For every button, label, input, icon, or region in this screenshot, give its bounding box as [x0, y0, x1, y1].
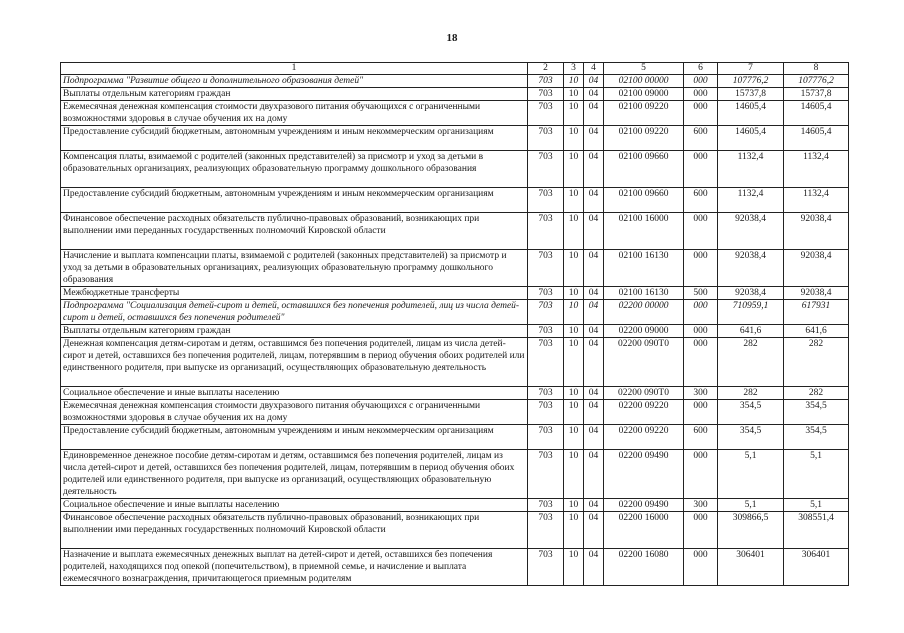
- row-name: Межбюджетные трансферты: [61, 287, 528, 300]
- table-row: [61, 126, 849, 151]
- row-name: Подпрограмма "Развитие общего и дополнительного образования детей": [61, 75, 528, 88]
- row-code-target: 02200 090Т0: [604, 338, 684, 387]
- row-code-target: 02100 09660: [604, 151, 684, 188]
- row-value-year1: 641,6: [718, 325, 784, 338]
- row-code-subsection: 04: [584, 325, 604, 338]
- row-name: Подпрограмма "Социализация детей-сирот и детей, оставшихся без попечения родителей, лиц из числа детей-сирот и детей, оставшихся без попечения родителей": [61, 300, 528, 325]
- row-value-year2: 308551,4: [784, 512, 849, 549]
- row-code-ministry: 703: [528, 387, 564, 400]
- row-code-target: 02100 16000: [604, 213, 684, 250]
- row-code-section: 10: [564, 151, 584, 188]
- column-header: 2: [528, 63, 564, 75]
- row-code-type: 000: [684, 400, 718, 425]
- row-name: Предоставление субсидий бюджетным, автономным учреждениям и иным некоммерческим организациям: [61, 126, 528, 151]
- row-value-year2: 282: [784, 387, 849, 400]
- row-value-year1: 309866,5: [718, 512, 784, 549]
- row-code-target: 02100 09220: [604, 101, 684, 126]
- row-code-ministry: 703: [528, 549, 564, 586]
- table-row: [61, 425, 849, 450]
- row-code-type: 300: [684, 499, 718, 512]
- row-code-section: 10: [564, 300, 584, 325]
- row-code-ministry: 703: [528, 450, 564, 499]
- row-code-subsection: 04: [584, 400, 604, 425]
- row-code-type: 000: [684, 213, 718, 250]
- table-row: [61, 188, 849, 213]
- table-row: [61, 387, 849, 400]
- row-code-target: 02200 16080: [604, 549, 684, 586]
- row-code-type: 000: [684, 88, 718, 101]
- row-code-section: 10: [564, 499, 584, 512]
- row-code-section: 10: [564, 549, 584, 586]
- row-value-year2: 5,1: [784, 499, 849, 512]
- row-name: Начисление и выплата компенсации платы, взимаемой с родителей (законных представителей) за присмотр и уход за детьми в образовательных организациях, реализующих образовательную программу дошкольного образования: [61, 250, 528, 287]
- row-code-ministry: 703: [528, 300, 564, 325]
- row-code-ministry: 703: [528, 188, 564, 213]
- row-code-subsection: 04: [584, 213, 604, 250]
- row-value-year2: 92038,4: [784, 213, 849, 250]
- row-code-type: 000: [684, 512, 718, 549]
- row-value-year1: 14605,4: [718, 101, 784, 126]
- row-name: Социальное обеспечение и иные выплаты населению: [61, 387, 528, 400]
- row-code-section: 10: [564, 101, 584, 126]
- row-code-section: 10: [564, 512, 584, 549]
- row-code-ministry: 703: [528, 425, 564, 450]
- row-code-subsection: 04: [584, 75, 604, 88]
- row-value-year1: 92038,4: [718, 250, 784, 287]
- row-code-type: 000: [684, 325, 718, 338]
- row-name: Компенсация платы, взимаемой с родителей (законных представителей) за присмотр и уход за детьми в образовательных организациях, реализующих образовательную программу дошкольного образования: [61, 151, 528, 188]
- row-code-subsection: 04: [584, 250, 604, 287]
- row-value-year1: 354,5: [718, 400, 784, 425]
- table-row: [61, 75, 849, 88]
- row-code-ministry: 703: [528, 338, 564, 387]
- row-code-type: 600: [684, 188, 718, 213]
- row-name: Назначение и выплата ежемесячных денежных выплат на детей-сирот и детей, оставшихся без попечения родителей, находящихся под опекой (попечительством), в приемной семье, и начисление и выплата ежемесячного вознаграждения, причитающегося приемным родителям: [61, 549, 528, 586]
- row-value-year1: 5,1: [718, 499, 784, 512]
- row-code-subsection: 04: [584, 151, 604, 188]
- table-row: [61, 287, 849, 300]
- row-code-section: 10: [564, 338, 584, 387]
- header-row: [61, 63, 849, 75]
- row-code-type: 500: [684, 287, 718, 300]
- table-row: [61, 300, 849, 325]
- row-code-target: 02200 09220: [604, 400, 684, 425]
- table-row: [61, 512, 849, 549]
- row-code-ministry: 703: [528, 88, 564, 101]
- row-code-section: 10: [564, 213, 584, 250]
- row-code-ministry: 703: [528, 512, 564, 549]
- row-code-section: 10: [564, 425, 584, 450]
- table-row: [61, 549, 849, 586]
- row-value-year2: 14605,4: [784, 126, 849, 151]
- row-code-type: 000: [684, 300, 718, 325]
- row-code-section: 10: [564, 400, 584, 425]
- row-code-subsection: 04: [584, 300, 604, 325]
- row-value-year1: 354,5: [718, 425, 784, 450]
- row-code-ministry: 703: [528, 325, 564, 338]
- row-code-ministry: 703: [528, 213, 564, 250]
- row-code-target: 02200 09220: [604, 425, 684, 450]
- row-code-target: 02100 09220: [604, 126, 684, 151]
- row-code-section: 10: [564, 126, 584, 151]
- row-name: Выплаты отдельным категориям граждан: [61, 325, 528, 338]
- row-code-section: 10: [564, 287, 584, 300]
- table-row: [61, 325, 849, 338]
- row-code-target: 02100 16130: [604, 287, 684, 300]
- row-code-subsection: 04: [584, 287, 604, 300]
- row-value-year1: 92038,4: [718, 213, 784, 250]
- row-value-year1: 15737,8: [718, 88, 784, 101]
- row-value-year2: 282: [784, 338, 849, 387]
- row-code-section: 10: [564, 88, 584, 101]
- row-code-subsection: 04: [584, 425, 604, 450]
- row-name: Единовременное денежное пособие детям-сиротам и детям, оставшимся без попечения родителей, лицам из числа детей-сирот и детей, оставшихся без попечения родителей, лицам, потерявшим в период обучения обоих родителей или единственного родителя, при выпуске из организаций, осуществляющих образовательную деятельность: [61, 450, 528, 499]
- row-code-subsection: 04: [584, 549, 604, 586]
- row-code-ministry: 703: [528, 287, 564, 300]
- row-code-target: 02100 09000: [604, 88, 684, 101]
- row-code-type: 000: [684, 151, 718, 188]
- row-code-ministry: 703: [528, 126, 564, 151]
- table-row: [61, 338, 849, 387]
- row-value-year2: 1132,4: [784, 151, 849, 188]
- row-code-type: 000: [684, 101, 718, 126]
- row-name: Социальное обеспечение и иные выплаты населению: [61, 499, 528, 512]
- row-code-ministry: 703: [528, 499, 564, 512]
- table-row: [61, 499, 849, 512]
- table-row: [61, 88, 849, 101]
- row-code-section: 10: [564, 450, 584, 499]
- row-code-subsection: 04: [584, 450, 604, 499]
- column-header: 7: [718, 63, 784, 75]
- row-code-subsection: 04: [584, 126, 604, 151]
- budget-table: [60, 62, 849, 586]
- row-code-target: 02200 00000: [604, 300, 684, 325]
- row-name: Предоставление субсидий бюджетным, автономным учреждениям и иным некоммерческим организациям: [61, 188, 528, 213]
- table-row: [61, 250, 849, 287]
- column-header: 8: [784, 63, 849, 75]
- column-header: 3: [564, 63, 584, 75]
- row-value-year1: 282: [718, 387, 784, 400]
- row-value-year1: 710959,1: [718, 300, 784, 325]
- row-value-year1: 92038,4: [718, 287, 784, 300]
- row-code-section: 10: [564, 75, 584, 88]
- row-code-type: 600: [684, 425, 718, 450]
- row-value-year1: 14605,4: [718, 126, 784, 151]
- row-value-year2: 306401: [784, 549, 849, 586]
- row-value-year1: 1132,4: [718, 188, 784, 213]
- row-name: Ежемесячная денежная компенсация стоимости двухразового питания обучающихся с ограниченными возможностями здоровья в случае обучения их на дому: [61, 101, 528, 126]
- row-code-type: 000: [684, 450, 718, 499]
- row-code-subsection: 04: [584, 101, 604, 126]
- row-value-year2: 107776,2: [784, 75, 849, 88]
- table-row: [61, 213, 849, 250]
- column-header: 4: [584, 63, 604, 75]
- row-value-year2: 92038,4: [784, 250, 849, 287]
- row-value-year2: 5,1: [784, 450, 849, 499]
- row-code-ministry: 703: [528, 101, 564, 126]
- row-code-type: 000: [684, 75, 718, 88]
- row-value-year2: 14605,4: [784, 101, 849, 126]
- row-value-year1: 107776,2: [718, 75, 784, 88]
- row-code-type: 000: [684, 338, 718, 387]
- row-name: Финансовое обеспечение расходных обязательств публично-правовых образований, возникающих при выполнении ими переданных государственных полномочий Кировской области: [61, 512, 528, 549]
- row-code-target: 02100 09660: [604, 188, 684, 213]
- row-code-section: 10: [564, 250, 584, 287]
- row-code-target: 02200 16000: [604, 512, 684, 549]
- row-value-year1: 5,1: [718, 450, 784, 499]
- row-code-type: 000: [684, 250, 718, 287]
- row-value-year2: 354,5: [784, 400, 849, 425]
- column-header: 5: [604, 63, 684, 75]
- row-code-subsection: 04: [584, 88, 604, 101]
- row-code-section: 10: [564, 325, 584, 338]
- row-value-year2: 641,6: [784, 325, 849, 338]
- row-code-target: 02100 16130: [604, 250, 684, 287]
- row-value-year1: 1132,4: [718, 151, 784, 188]
- row-code-type: 600: [684, 126, 718, 151]
- row-code-target: 02200 09000: [604, 325, 684, 338]
- table-row: [61, 400, 849, 425]
- row-name: Ежемесячная денежная компенсация стоимости двухразового питания обучающихся с ограниченными возможностями здоровья в случае обучения их на дому: [61, 400, 528, 425]
- row-code-type: 300: [684, 387, 718, 400]
- row-code-subsection: 04: [584, 188, 604, 213]
- row-value-year2: 92038,4: [784, 287, 849, 300]
- column-header: 6: [684, 63, 718, 75]
- row-value-year2: 617931: [784, 300, 849, 325]
- table-row: [61, 450, 849, 499]
- row-value-year1: 306401: [718, 549, 784, 586]
- row-value-year2: 1132,4: [784, 188, 849, 213]
- row-code-subsection: 04: [584, 512, 604, 549]
- row-code-subsection: 04: [584, 387, 604, 400]
- row-code-subsection: 04: [584, 499, 604, 512]
- row-value-year2: 354,5: [784, 425, 849, 450]
- row-code-section: 10: [564, 188, 584, 213]
- table-row: [61, 101, 849, 126]
- column-header: 1: [61, 63, 528, 75]
- row-code-ministry: 703: [528, 250, 564, 287]
- row-code-ministry: 703: [528, 75, 564, 88]
- row-code-type: 000: [684, 549, 718, 586]
- row-name: Финансовое обеспечение расходных обязательств публично-правовых образований, возникающих при выполнении ими переданных государственных полномочий Кировской области: [61, 213, 528, 250]
- row-code-target: 02200 09490: [604, 450, 684, 499]
- row-value-year2: 15737,8: [784, 88, 849, 101]
- row-name: Предоставление субсидий бюджетным, автономным учреждениям и иным некоммерческим организациям: [61, 425, 528, 450]
- table-row: [61, 151, 849, 188]
- row-code-section: 10: [564, 387, 584, 400]
- row-code-target: 02200 090Т0: [604, 387, 684, 400]
- row-code-target: 02200 09490: [604, 499, 684, 512]
- row-code-ministry: 703: [528, 400, 564, 425]
- row-code-target: 02100 00000: [604, 75, 684, 88]
- row-code-subsection: 04: [584, 338, 604, 387]
- row-name: Выплаты отдельным категориям граждан: [61, 88, 528, 101]
- row-value-year1: 282: [718, 338, 784, 387]
- row-code-ministry: 703: [528, 151, 564, 188]
- page-number: 18: [446, 32, 458, 44]
- row-name: Денежная компенсация детям-сиротам и детям, оставшимся без попечения родителей, лицам из числа детей-сирот и детей, оставшихся без попечения родителей, лицам, потерявшим в период обучения обоих родителей или единственного родителя, при выпуске из организаций, осуществляющих образовательную деятельность: [61, 338, 528, 387]
